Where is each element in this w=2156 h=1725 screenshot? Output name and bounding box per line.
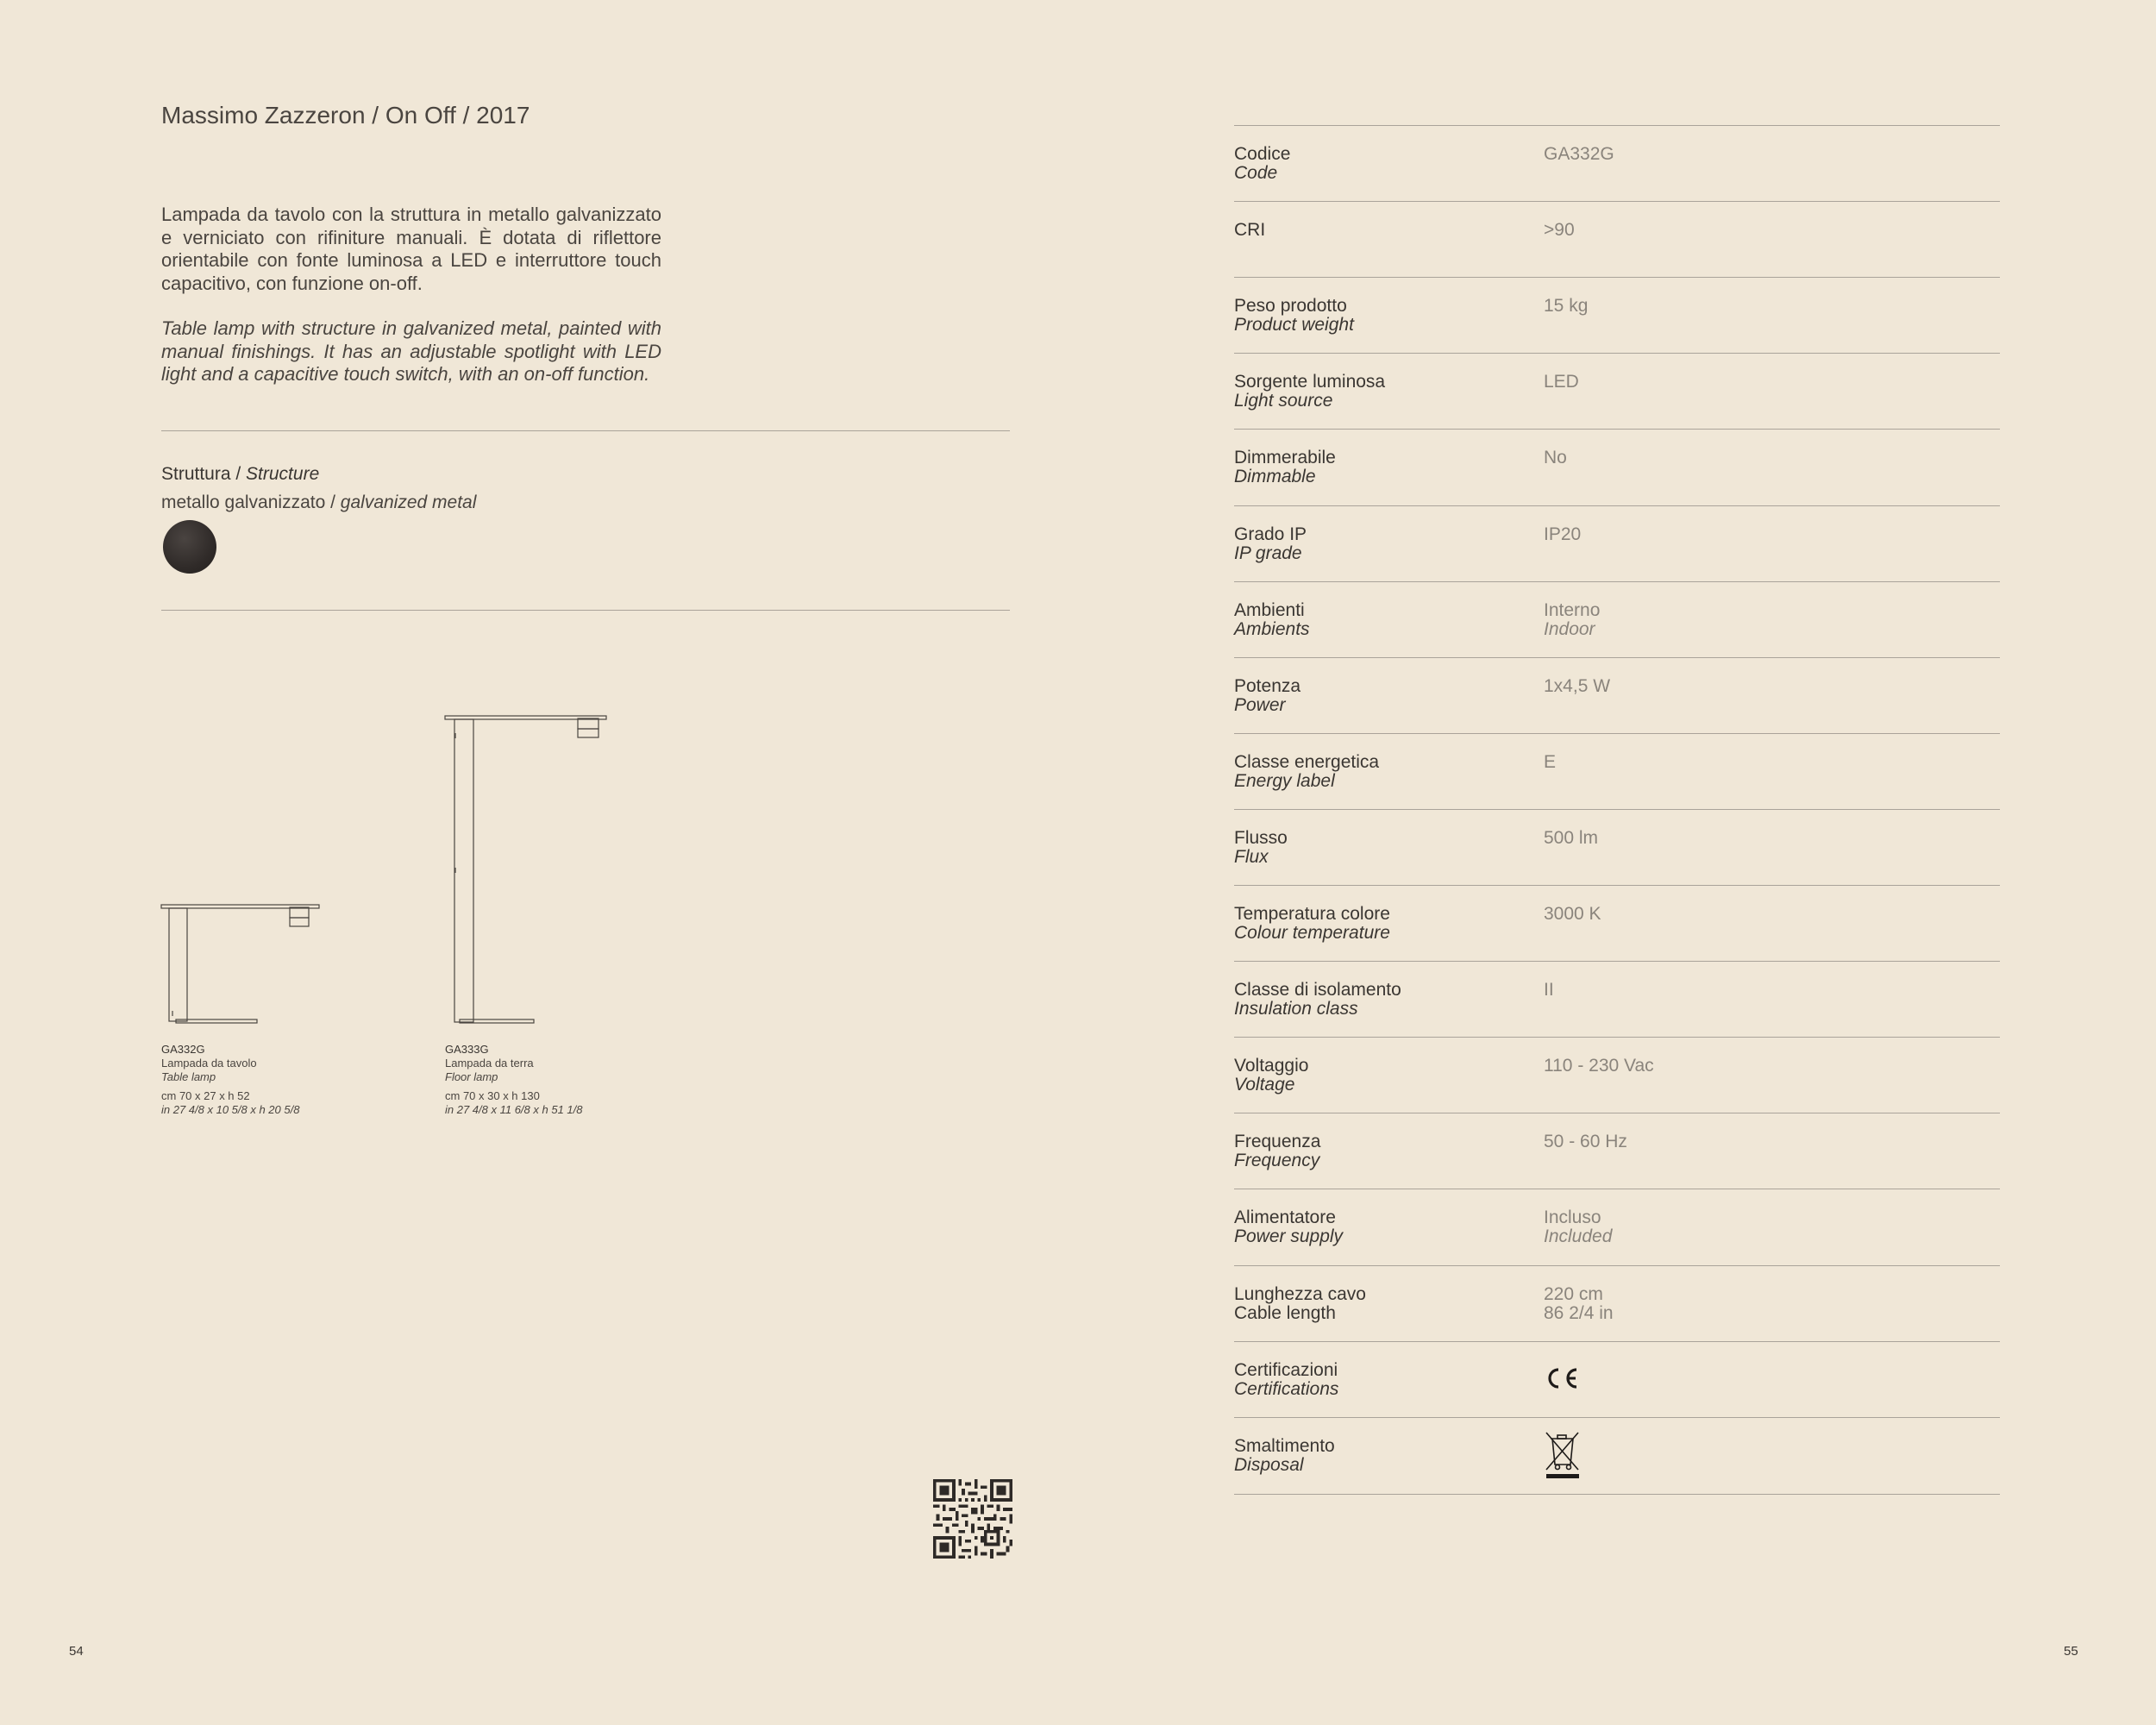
- spec-label-en: Certifications: [1234, 1378, 1339, 1399]
- spec-label-it: Classe energetica: [1234, 751, 1380, 772]
- spec-label-it: Alimentatore: [1234, 1208, 1336, 1228]
- product-description: [161, 204, 661, 409]
- spec-row: [1234, 657, 2000, 734]
- spec-value: [1544, 221, 1575, 240]
- spec-label: [1234, 829, 1288, 867]
- product-name-en: Floor lamp: [445, 1070, 498, 1083]
- page-number-left: 54: [69, 1644, 84, 1659]
- spec-value: [1544, 145, 1614, 164]
- spec-label: [1234, 448, 1336, 486]
- table-lamp-drawing: [161, 905, 319, 1023]
- spec-label-en: Energy label: [1234, 770, 1335, 791]
- spec-label-it: Frequenza: [1234, 1132, 1321, 1152]
- spec-value-main: IP20: [1544, 524, 1582, 544]
- spec-label: [1234, 1208, 1343, 1246]
- spec-value-main: 15 kg: [1544, 296, 1589, 317]
- spec-label-it: Certificazioni: [1234, 1359, 1338, 1380]
- product-card-floor: [445, 1043, 583, 1117]
- spec-label-en: Product weight: [1234, 315, 1354, 336]
- spec-value: [1544, 1208, 1612, 1246]
- spec-value-main: No: [1544, 448, 1567, 468]
- product-code: GA332G: [161, 1043, 205, 1056]
- spec-label-it: Peso prodotto: [1234, 296, 1347, 317]
- spec-label: [1234, 221, 1265, 240]
- spec-label: [1234, 145, 1290, 183]
- spec-value: [1544, 1285, 1614, 1323]
- spec-label-en: Flux: [1234, 846, 1269, 867]
- spec-label-en: Disposal: [1234, 1454, 1304, 1475]
- spec-label-it: Classe di isolamento: [1234, 980, 1401, 1000]
- spec-label-it: Temperatura colore: [1234, 904, 1390, 924]
- spec-label-en: Code: [1234, 163, 1278, 183]
- spec-row: [1234, 277, 2000, 354]
- spec-row: [1234, 1189, 2000, 1265]
- spec-label-en: Voltage: [1234, 1075, 1295, 1095]
- spec-label: [1234, 1057, 1308, 1095]
- page-title: Massimo Zazzeron / On Off / 2017: [161, 102, 530, 129]
- spec-label-it: Lunghezza cavo: [1234, 1283, 1366, 1304]
- spec-value-main: LED: [1544, 372, 1579, 392]
- spec-label: [1234, 1285, 1366, 1323]
- spec-label-en: Insulation class: [1234, 999, 1358, 1019]
- spec-label-it: Sorgente luminosa: [1234, 372, 1386, 392]
- spec-label: [1234, 1437, 1335, 1475]
- spec-value: [1544, 373, 1579, 392]
- spec-value-main: 220 cm: [1544, 1283, 1603, 1304]
- spec-label-en: Ambients: [1234, 618, 1310, 639]
- spec-row: [1234, 353, 2000, 430]
- spec-value-main: >90: [1544, 220, 1575, 241]
- spec-value-main: 110 - 230 Vac: [1544, 1056, 1654, 1076]
- spec-value-main: Incluso: [1544, 1208, 1601, 1228]
- spec-label: [1234, 905, 1390, 943]
- qr-code[interactable]: [933, 1479, 1012, 1559]
- divider: [161, 610, 1010, 611]
- description-italian: Lampada da tavolo con la struttura in metallo galvanizzato e verniciato con rifiniture manuali. È dotata di riflettore orientabile con fonte luminosa a LED e interruttore touch capacitivo, con funzione on-off.: [161, 204, 661, 294]
- spec-label-en: Colour temperature: [1234, 923, 1390, 943]
- spec-label: [1234, 677, 1300, 715]
- spec-value: [1544, 1430, 1582, 1484]
- spec-label-en: Cable length: [1234, 1302, 1336, 1323]
- spec-value: [1544, 905, 1601, 924]
- spec-value: [1544, 981, 1554, 1000]
- spec-label-it: Grado IP: [1234, 524, 1307, 544]
- spec-value-main: 1x4,5 W: [1544, 675, 1611, 696]
- ce-mark-icon: [1544, 1366, 1580, 1390]
- product-dimensions-cm: cm 70 x 30 x h 130: [445, 1089, 540, 1102]
- spec-value: [1544, 753, 1556, 772]
- floor-lamp-drawing: [445, 716, 606, 1023]
- structure-value-en: galvanized metal: [340, 492, 477, 512]
- spec-value-main: 3000 K: [1544, 904, 1601, 924]
- spec-label-en: IP grade: [1234, 543, 1302, 563]
- spec-label: [1234, 1132, 1320, 1170]
- page-number-right: 55: [2064, 1644, 2078, 1659]
- spec-row: [1234, 733, 2000, 810]
- spec-row: [1234, 1417, 2000, 1495]
- spec-label: [1234, 753, 1379, 791]
- spec-row: [1234, 885, 2000, 962]
- weee-bin-icon: [1544, 1430, 1582, 1480]
- spec-value-en: 86 2/4 in: [1544, 1302, 1614, 1323]
- spec-value: [1544, 1057, 1654, 1076]
- spec-row: [1234, 809, 2000, 886]
- product-dimensions-cm: cm 70 x 27 x h 52: [161, 1089, 250, 1102]
- structure-value: [161, 492, 476, 513]
- spec-row: [1234, 961, 2000, 1038]
- product-name-it: Lampada da tavolo: [161, 1057, 257, 1070]
- spec-row: [1234, 505, 2000, 582]
- spec-row: [1234, 581, 2000, 658]
- spec-row: [1234, 1113, 2000, 1189]
- spec-value: [1544, 525, 1581, 544]
- structure-value-it: metallo galvanizzato /: [161, 492, 335, 512]
- spec-value-main: GA332G: [1544, 144, 1614, 164]
- divider: [161, 430, 1010, 431]
- spec-value-en: Included: [1544, 1226, 1613, 1247]
- spec-label-it: Smaltimento: [1234, 1435, 1335, 1456]
- spec-label-en: Light source: [1234, 391, 1333, 411]
- spec-label: [1234, 525, 1307, 563]
- spec-value: [1544, 297, 1588, 316]
- product-card-table: [161, 1043, 299, 1117]
- spec-row: [1234, 1265, 2000, 1342]
- spec-value: [1544, 1366, 1580, 1395]
- spec-value-main: Interno: [1544, 599, 1601, 620]
- spec-label-it: Dimmerabile: [1234, 448, 1336, 468]
- spec-label: [1234, 373, 1385, 411]
- spec-label-it: Ambienti: [1234, 599, 1305, 620]
- structure-label-it: Struttura /: [161, 464, 241, 484]
- spec-row: [1234, 1341, 2000, 1418]
- spec-label-en: Power supply: [1234, 1226, 1344, 1247]
- spec-value: [1544, 601, 1600, 639]
- spec-label-en: Frequency: [1234, 1151, 1320, 1171]
- spec-label-it: Voltaggio: [1234, 1056, 1309, 1076]
- spec-row: [1234, 429, 2000, 505]
- product-name-it: Lampada da terra: [445, 1057, 534, 1070]
- spec-label-en: Power: [1234, 694, 1286, 715]
- spec-row: [1234, 125, 2000, 202]
- product-name-en: Table lamp: [161, 1070, 216, 1083]
- spec-label: [1234, 1361, 1338, 1399]
- spec-value-main: 500 lm: [1544, 827, 1599, 848]
- spec-label-it: Codice: [1234, 144, 1291, 164]
- structure-label: [161, 464, 319, 485]
- description-english: Table lamp with structure in galvanized metal, painted with manual finishings. It has an adjustable spotlight with LED light and a capacitive touch switch, with an on-off function.: [161, 317, 661, 385]
- spec-value-en: Indoor: [1544, 618, 1595, 639]
- spec-label: [1234, 981, 1401, 1019]
- product-code: GA333G: [445, 1043, 489, 1056]
- product-dimensions-in: in 27 4/8 x 10 5/8 x h 20 5/8: [161, 1103, 300, 1116]
- structure-label-en: Structure: [246, 464, 320, 484]
- spec-label-it: Flusso: [1234, 827, 1288, 848]
- finish-swatch[interactable]: [163, 520, 216, 574]
- spec-value-main: E: [1544, 751, 1557, 772]
- product-dimensions-in: in 27 4/8 x 11 6/8 x h 51 1/8: [445, 1103, 583, 1116]
- spec-value: [1544, 677, 1610, 696]
- spec-value-main: II: [1544, 980, 1554, 1000]
- spec-row: [1234, 201, 2000, 278]
- spec-label-en: Dimmable: [1234, 467, 1316, 487]
- spec-value-main: 50 - 60 Hz: [1544, 1132, 1627, 1152]
- lamp-drawings: [155, 707, 638, 1026]
- spec-value: [1544, 448, 1567, 467]
- spec-label: [1234, 601, 1310, 639]
- spec-row: [1234, 1037, 2000, 1113]
- spec-label-it: CRI: [1234, 220, 1266, 241]
- spec-value: [1544, 829, 1598, 848]
- spec-label-it: Potenza: [1234, 675, 1301, 696]
- spec-label: [1234, 297, 1354, 335]
- spec-value: [1544, 1132, 1627, 1151]
